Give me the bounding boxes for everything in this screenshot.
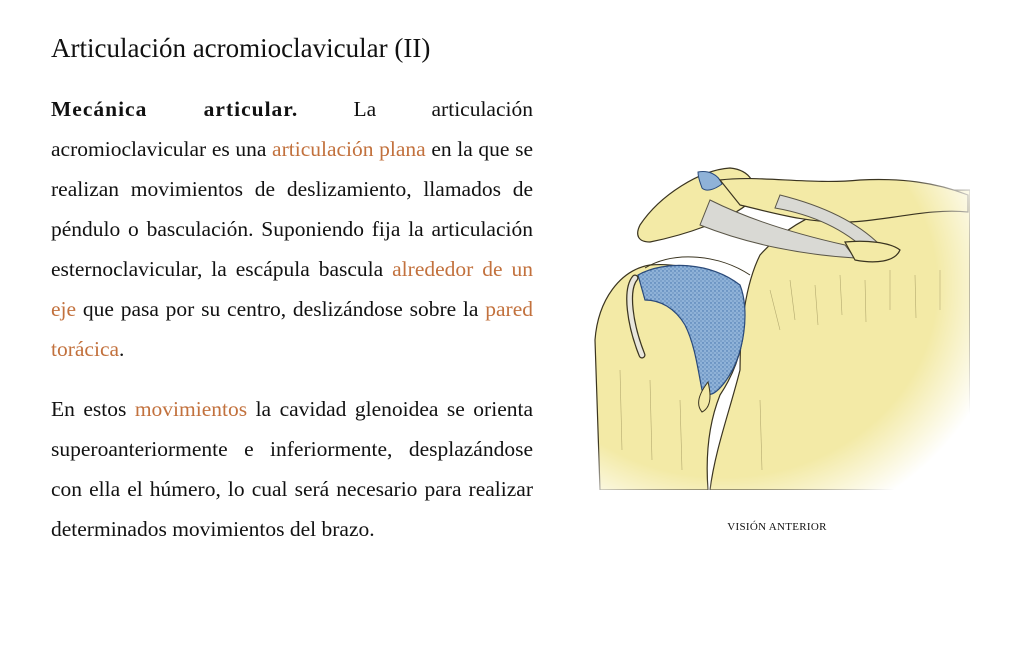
link-movimientos[interactable]: movimientos xyxy=(134,397,248,421)
figure-caption: VISIÓN ANTERIOR xyxy=(727,521,827,533)
link-articulacion-plana[interactable]: articulación plana xyxy=(272,137,426,161)
text-segment: en la que se realizan movimientos de deslizamiento, llamados de péndulo o basculación. Suponiendo fija la articulación esternoclavicular, la escápula bascula xyxy=(51,137,533,281)
page-title: Articulación acromioclavicular (II) xyxy=(51,33,431,63)
shoulder-anatomy-drawing xyxy=(590,150,970,490)
text-segment: . xyxy=(119,337,125,361)
text-segment: la cavidad glenoidea se orienta superoanteriormente e inferiormente, desplazándose con ella el húmero, lo cual será necesario para realizar determinados movimientos del brazo. xyxy=(51,397,533,541)
link-alrededor-de-un-eje[interactable]: alrededor de un eje xyxy=(51,257,533,321)
paragraph-mechanics xyxy=(51,89,533,369)
link-pared-toracica[interactable]: pared torácica xyxy=(51,297,533,361)
article-body xyxy=(51,89,533,569)
text-segment: La articulación acromioclavicular es una xyxy=(51,97,533,161)
text-segment: que pasa por su centro, deslizándose sobre la xyxy=(76,297,486,321)
lead-heading: Mecánica articular. xyxy=(51,97,299,121)
shoulder-joint-illustration xyxy=(590,150,970,490)
vignette-overlay xyxy=(590,150,970,490)
paragraph-movements xyxy=(51,389,533,549)
text-segment: En estos xyxy=(51,397,135,421)
